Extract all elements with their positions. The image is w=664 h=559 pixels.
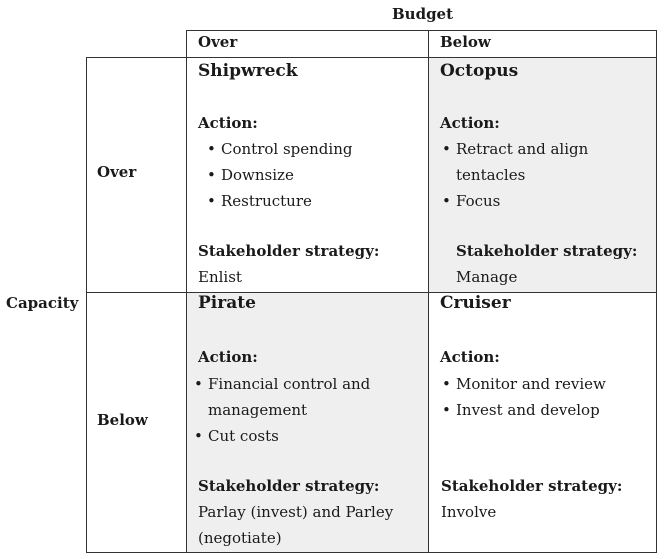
column-header-over <box>186 30 429 58</box>
action-list <box>192 371 407 449</box>
quadrant-shipwreck <box>186 57 429 293</box>
action-label: Action: <box>198 348 258 366</box>
strategy-label: Stakeholder strategy: <box>456 242 638 260</box>
row-header-over <box>86 57 187 293</box>
list-item: • Cut costs <box>192 423 407 449</box>
action-label: Action: <box>440 114 500 132</box>
list-item: • Retract and align tentacles <box>440 136 640 188</box>
row-axis-title: Capacity <box>6 294 79 312</box>
action-list <box>440 371 655 423</box>
strategy-label: Stakeholder strategy: <box>198 242 380 260</box>
quadrant-title: Cruiser <box>440 293 511 313</box>
list-item: • Downsize <box>205 162 420 188</box>
list-item: • Financial control and management <box>192 371 407 423</box>
action-list <box>205 136 420 214</box>
strategy-value: Manage <box>456 268 518 286</box>
strategy-label: Stakeholder strategy: <box>198 477 380 495</box>
column-header-over-label: Over <box>198 33 238 51</box>
strategy-value: Parlay (invest) and Parley (negotiate) <box>198 503 394 547</box>
strategy-value: Enlist <box>198 268 242 286</box>
column-header-below-label: Below <box>440 33 491 51</box>
quadrant-title: Octopus <box>440 61 519 81</box>
column-axis-title: Budget <box>392 5 454 23</box>
list-item: • Monitor and review <box>440 371 655 397</box>
action-label: Action: <box>198 114 258 132</box>
list-item: • Invest and develop <box>440 397 655 423</box>
row-header-below <box>86 292 187 553</box>
list-item: • Control spending <box>205 136 420 162</box>
row-header-over-label: Over <box>97 163 137 181</box>
action-list <box>440 136 640 214</box>
strategy-value: Involve <box>441 503 497 521</box>
quadrant-title: Pirate <box>198 293 256 313</box>
action-label: Action: <box>440 348 500 366</box>
row-header-below-label: Below <box>97 411 148 429</box>
quadrant-cruiser <box>428 292 657 553</box>
quadrant-octopus <box>428 57 657 293</box>
list-item: • Focus <box>440 188 640 214</box>
strategy-label: Stakeholder strategy: <box>441 477 623 495</box>
column-header-below <box>428 30 657 58</box>
list-item: • Restructure <box>205 188 420 214</box>
quadrant-pirate <box>186 292 429 553</box>
quadrant-title: Shipwreck <box>198 61 298 81</box>
